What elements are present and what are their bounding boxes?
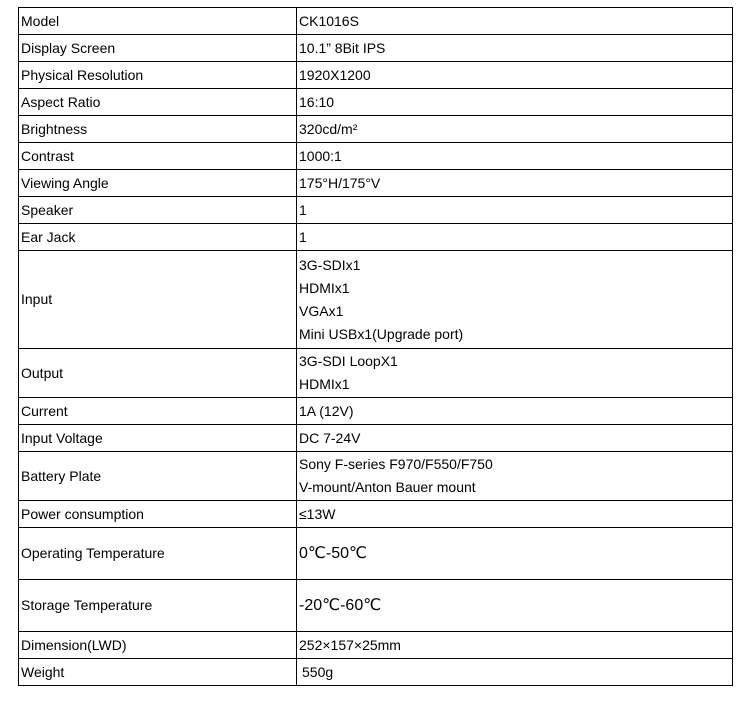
value-line: 1000:1 (299, 147, 342, 164)
table-row (19, 62, 733, 89)
row-value-speaker (297, 197, 733, 224)
value-line: 1A (12V) (299, 402, 354, 419)
row-value-current (297, 398, 733, 425)
table-row (19, 197, 733, 224)
value-line: ≤13W (299, 505, 336, 522)
table-row (19, 398, 733, 425)
row-value-ear-jack (297, 224, 733, 251)
row-value-battery-plate (297, 452, 733, 501)
row-value-contrast (297, 143, 733, 170)
value-line: 3G-SDIx1 (299, 256, 361, 273)
value-line: HDMIx1 (299, 279, 350, 296)
value-line: 16:10 (299, 93, 335, 110)
row-value-weight (297, 659, 733, 686)
table-row (19, 425, 733, 452)
row-value-storage-temperature (297, 580, 733, 632)
value-line: VGAx1 (299, 302, 344, 319)
row-label-speaker: Speaker (19, 197, 297, 224)
table-row (19, 170, 733, 197)
value-line: 252×157×25mm (299, 636, 401, 653)
row-value-brightness (297, 116, 733, 143)
spec-table (18, 7, 733, 686)
value-line: -20℃-60℃ (299, 597, 382, 614)
row-label-weight: Weight (19, 659, 297, 686)
row-label-physical-resolution: Physical Resolution (19, 62, 297, 89)
value-line: CK1016S (299, 12, 359, 29)
table-row (19, 501, 733, 528)
value-line: 0℃-50℃ (299, 545, 367, 562)
table-row (19, 349, 733, 398)
value-line: 1920X1200 (299, 66, 371, 83)
table-row (19, 89, 733, 116)
row-label-output: Output (19, 349, 297, 398)
row-value-input (297, 251, 733, 349)
row-label-input: Input (19, 251, 297, 349)
row-label-input-voltage: Input Voltage (19, 425, 297, 452)
value-line: 1 (299, 228, 307, 245)
row-label-model: Model (19, 8, 297, 35)
row-label-display-screen: Display Screen (19, 35, 297, 62)
row-label-storage-temperature: Storage Temperature (19, 580, 297, 632)
row-value-dimension (297, 632, 733, 659)
row-label-dimension: Dimension(LWD) (19, 632, 297, 659)
row-label-contrast: Contrast (19, 143, 297, 170)
value-line: 175°H/175°V (299, 174, 381, 191)
value-line: 550g (302, 663, 334, 680)
row-value-operating-temperature (297, 528, 733, 580)
table-row (19, 251, 733, 349)
table-row (19, 528, 733, 580)
value-line: Sony F-series F970/F550/F750 (299, 456, 493, 472)
value-line: DC 7-24V (299, 429, 361, 446)
row-value-physical-resolution (297, 62, 733, 89)
table-row (19, 35, 733, 62)
row-label-brightness: Brightness (19, 116, 297, 143)
row-label-aspect-ratio: Aspect Ratio (19, 89, 297, 116)
table-row (19, 659, 733, 686)
table-row (19, 8, 733, 35)
row-value-model (297, 8, 733, 35)
table-row (19, 632, 733, 659)
row-label-battery-plate: Battery Plate (19, 452, 297, 501)
table-row (19, 143, 733, 170)
value-line: Mini USBx1(Upgrade port) (299, 325, 464, 342)
row-value-aspect-ratio (297, 89, 733, 116)
table-row (19, 580, 733, 632)
row-value-viewing-angle (297, 170, 733, 197)
table-row (19, 224, 733, 251)
row-label-current: Current (19, 398, 297, 425)
value-line: V-mount/Anton Bauer mount (299, 479, 476, 495)
row-value-display-screen (297, 35, 733, 62)
row-label-ear-jack: Ear Jack (19, 224, 297, 251)
value-line: 320cd/m² (299, 120, 358, 137)
row-value-output (297, 349, 733, 398)
table-row (19, 452, 733, 501)
row-label-power-consumption: Power consumption (19, 501, 297, 528)
row-value-input-voltage (297, 425, 733, 452)
value-line: HDMIx1 (299, 376, 350, 392)
value-line: 1 (299, 201, 307, 218)
table-row (19, 116, 733, 143)
row-label-viewing-angle: Viewing Angle (19, 170, 297, 197)
value-line: 10.1” 8Bit IPS (299, 39, 386, 56)
row-label-operating-temperature: Operating Temperature (19, 528, 297, 580)
value-line: 3G-SDI LoopX1 (299, 353, 398, 369)
row-value-power-consumption (297, 501, 733, 528)
